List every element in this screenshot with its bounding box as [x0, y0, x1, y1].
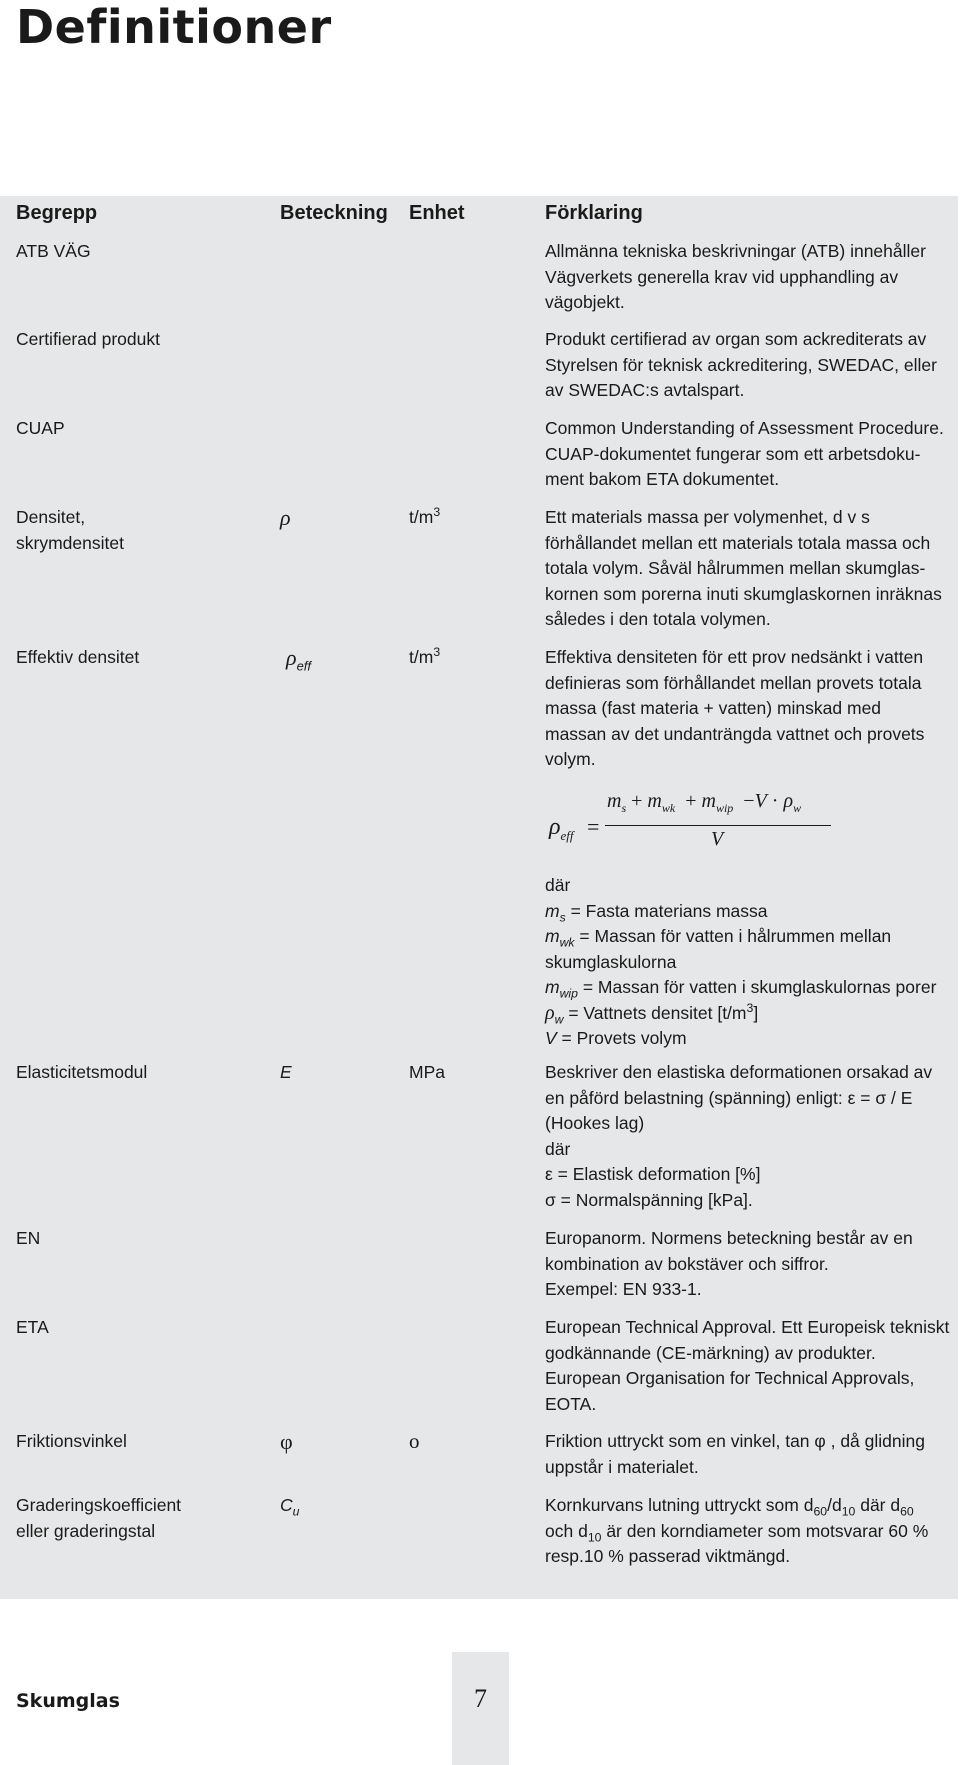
- explanation-friktionsvinkel: Friktion uttryckt som en vinkel, tan φ , då glidning uppstår i materialet.: [545, 1431, 925, 1477]
- term-elasticitetsmodul: Elasticitetsmodul: [16, 1062, 148, 1082]
- header-beteckning: Beteckning: [280, 202, 388, 224]
- explanation-atb: Allmänna tekniska beskrivningar (ATB) innehåller Vägverkets generella krav vid upphandling av vägobjekt.: [545, 241, 926, 312]
- explanation-graderingskoefficient: Kornkurvans lutning uttryckt som $d_{60}/d_{10}$ där $d_{60}$ och $d_{10}$ är den korndiameter som motsvarar 60 % resp.10 % passerad viktmängd.: [545, 1495, 929, 1566]
- effective-density-formula: [545, 790, 845, 860]
- explanation-elasticitetsmodul: Beskriver den elastiska deformationen orsakad av en påförd belastning (spänning) enligt: ε = σ / E (Hookes lag) där ε = Elastisk deformation [%] σ = Normalspänning [kPa].: [545, 1062, 933, 1210]
- symbol-graderingskoefficient: $C_u$: [280, 1495, 300, 1519]
- symbol-densitet: ρ: [280, 505, 291, 530]
- term-cuap: CUAP: [16, 418, 65, 438]
- explanation-densitet: Ett materials massa per volymenhet, d v s förhållandet mellan ett materials totala massa och totala volym. Såväl hålrummen mellan skumglas- kornen som porerna inuti skumglaskornen inräknas således i den totala volymen.: [545, 507, 942, 629]
- explanation-cuap: Common Understanding of Assessment Procedure. CUAP-dokumentet fungerar som ett arbetsdoku- ment bakom ETA dokumentet.: [545, 418, 944, 489]
- footer-brand: Skumglas: [16, 1690, 120, 1712]
- unit-friktionsvinkel: o: [409, 1429, 420, 1453]
- formula-denominator: V: [711, 828, 724, 850]
- page-title: Definitioner: [16, 0, 332, 54]
- formula-equals: =: [587, 814, 600, 839]
- unit-densitet: $t/m^3$: [409, 505, 441, 527]
- page-number: 7: [474, 1684, 487, 1713]
- explanation-effektiv-densitet: Effektiva densiteten för ett prov nedsänkt i vatten definieras som förhållandet mellan provets totala massa (fast materia + vatten) minskad med massan av det undanträngda vattnet och provets volym.: [545, 647, 925, 769]
- unit-elasticitetsmodul: MPa: [409, 1062, 445, 1082]
- explanation-en: Europanorm. Normens beteckning består av en kombination av bokstäver och siffror. Exempel: EN 933-1.: [545, 1228, 913, 1299]
- header-forklaring: Förklaring: [545, 202, 643, 224]
- symbol-friktionsvinkel: φ: [280, 1429, 293, 1454]
- term-en: EN: [16, 1228, 41, 1248]
- term-graderingskoefficient: Graderingskoefficient eller graderingstal: [16, 1495, 182, 1541]
- symbol-effektiv-densitet: $\rho_{eff}$: [286, 645, 312, 674]
- explanation-eta: European Technical Approval. Ett Europeisk tekniskt godkännande (CE-märkning) av produkter. European Organisation for Technical Approvals, EOTA.: [545, 1317, 950, 1414]
- symbol-elasticitetsmodul: E: [280, 1062, 292, 1082]
- explanation-certifierad-produkt: Produkt certifierad av organ som ackrediterats av Styrelsen för teknisk ackreditering, SWEDAC, eller av SWEDAC:s avtalspart.: [545, 329, 937, 400]
- formula-fraction-bar: [605, 825, 831, 826]
- term-densitet: Densitet, skrymdensitet: [16, 507, 124, 553]
- unit-effektiv-densitet: $t/m^3$: [409, 645, 441, 667]
- header-enhet: Enhet: [409, 202, 465, 224]
- formula-numerator: $m_s + m_{wk} + m_{wip} -V \cdot \rho_w$: [607, 790, 802, 815]
- formula-lhs: $\rho_{eff}$: [549, 814, 574, 843]
- term-atb: ATB VÄG: [16, 241, 91, 261]
- term-eta: ETA: [16, 1317, 49, 1337]
- term-effektiv-densitet: Effektiv densitet: [16, 647, 140, 667]
- header-begrepp: Begrepp: [16, 202, 98, 224]
- formula-legend: där $m_s$ = Fasta materians massa $m_{wk}$ = Massan för vatten i hålrummen mellan skumglaskulorna $m_{wip}$ = Massan för vatten i skumglaskulornas porer $\rho_w$ = Vattnets densitet $[t/m^3]$ V = Provets volym: [545, 875, 937, 1048]
- term-certifierad-produkt: Certifierad produkt: [16, 329, 160, 349]
- term-friktionsvinkel: Friktionsvinkel: [16, 1431, 127, 1451]
